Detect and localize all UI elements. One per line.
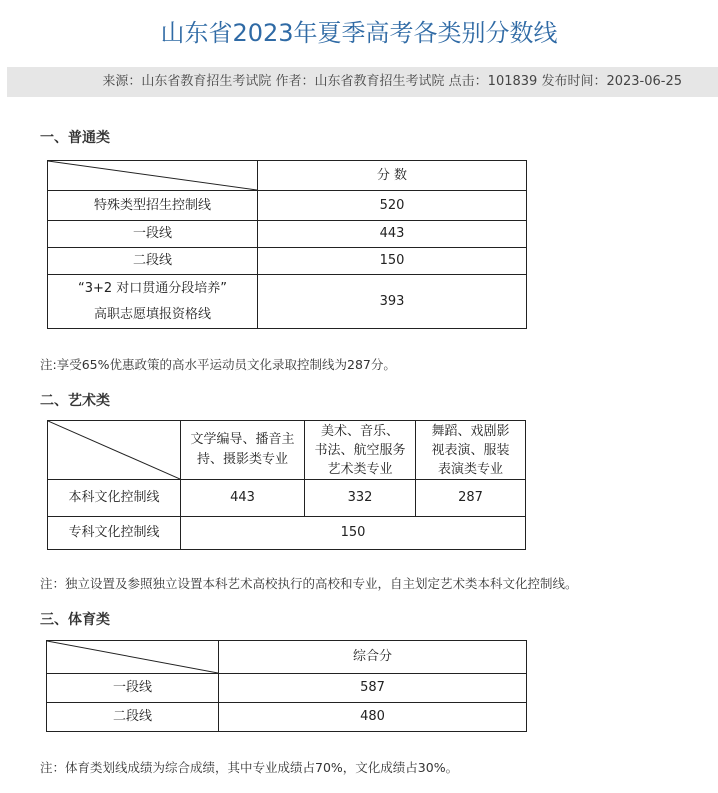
art-column-header xyxy=(181,421,305,480)
row-label: 特殊类型招生控制线 xyxy=(48,191,258,221)
row-value: 480 xyxy=(219,703,527,732)
row-value: 150 xyxy=(181,517,526,550)
row-value: 443 xyxy=(258,221,527,248)
sports-note: 注：体育类划线成绩为综合成绩，其中专业成绩占70%，文化成绩占30%。 xyxy=(40,760,459,775)
row-label xyxy=(48,275,258,329)
article-meta: 来源：山东省教育招生考试院 作者：山东省教育招生考试院 点击：101839 发布时间：2023-06-25 xyxy=(7,67,718,97)
diagonal-header-cell xyxy=(48,161,258,191)
art-column-header xyxy=(416,421,526,480)
row-label-line: “3+2 对口贯通分段培养” xyxy=(77,280,228,296)
score-column-header: 分 数 xyxy=(258,161,527,191)
diagonal-header-cell xyxy=(47,641,219,674)
row-label: 一段线 xyxy=(47,674,219,703)
row-label: 二段线 xyxy=(47,703,219,732)
header-line: 美术、音乐、 xyxy=(320,423,399,439)
header-line: 艺术类专业 xyxy=(327,461,393,477)
page-title: 山东省2023年夏季高考各类别分数线 xyxy=(160,19,558,47)
row-value: 287 xyxy=(416,480,526,517)
general-score-table xyxy=(47,160,527,329)
header-line: 文学编导、播音主 xyxy=(190,432,295,447)
row-label: 二段线 xyxy=(48,248,258,275)
header-line: 视表演、服装 xyxy=(431,442,510,458)
section-heading-sports: 三、体育类 xyxy=(40,612,110,628)
table-row xyxy=(47,703,527,732)
diagonal-header-cell xyxy=(48,421,181,480)
header-line: 书法、航空服务 xyxy=(314,442,406,458)
row-label: 一段线 xyxy=(48,221,258,248)
sports-score-table xyxy=(46,640,527,732)
header-line: 表演类专业 xyxy=(437,461,503,477)
row-value: 587 xyxy=(219,674,527,703)
art-score-table xyxy=(47,420,526,550)
table-row xyxy=(47,674,527,703)
art-note: 注：独立设置及参照独立设置本科艺术高校执行的高校和专业，自主划定艺术类本科文化控制线。 xyxy=(40,576,578,591)
table-row xyxy=(48,248,527,275)
row-label: 本科文化控制线 xyxy=(48,480,181,517)
header-line: 舞蹈、戏剧影 xyxy=(431,423,510,439)
section-heading-art: 二、艺术类 xyxy=(40,393,110,409)
row-label-line: 高职志愿填报资格线 xyxy=(93,306,211,322)
table-row xyxy=(48,191,527,221)
header-line: 持、摄影类专业 xyxy=(196,452,288,467)
composite-score-header: 综合分 xyxy=(219,641,527,674)
table-row xyxy=(48,480,526,517)
general-note: 注:享受65%优惠政策的高水平运动员文化录取控制线为287分。 xyxy=(40,357,396,372)
table-row xyxy=(48,517,526,550)
row-value: 520 xyxy=(258,191,527,221)
row-value: 393 xyxy=(258,275,527,329)
table-row xyxy=(48,221,527,248)
art-column-header xyxy=(305,421,416,480)
row-label: 专科文化控制线 xyxy=(48,517,181,550)
row-value: 150 xyxy=(258,248,527,275)
row-value: 443 xyxy=(181,480,305,517)
section-heading-general: 一、普通类 xyxy=(40,130,110,146)
row-value: 332 xyxy=(305,480,416,517)
table-row xyxy=(48,275,527,329)
